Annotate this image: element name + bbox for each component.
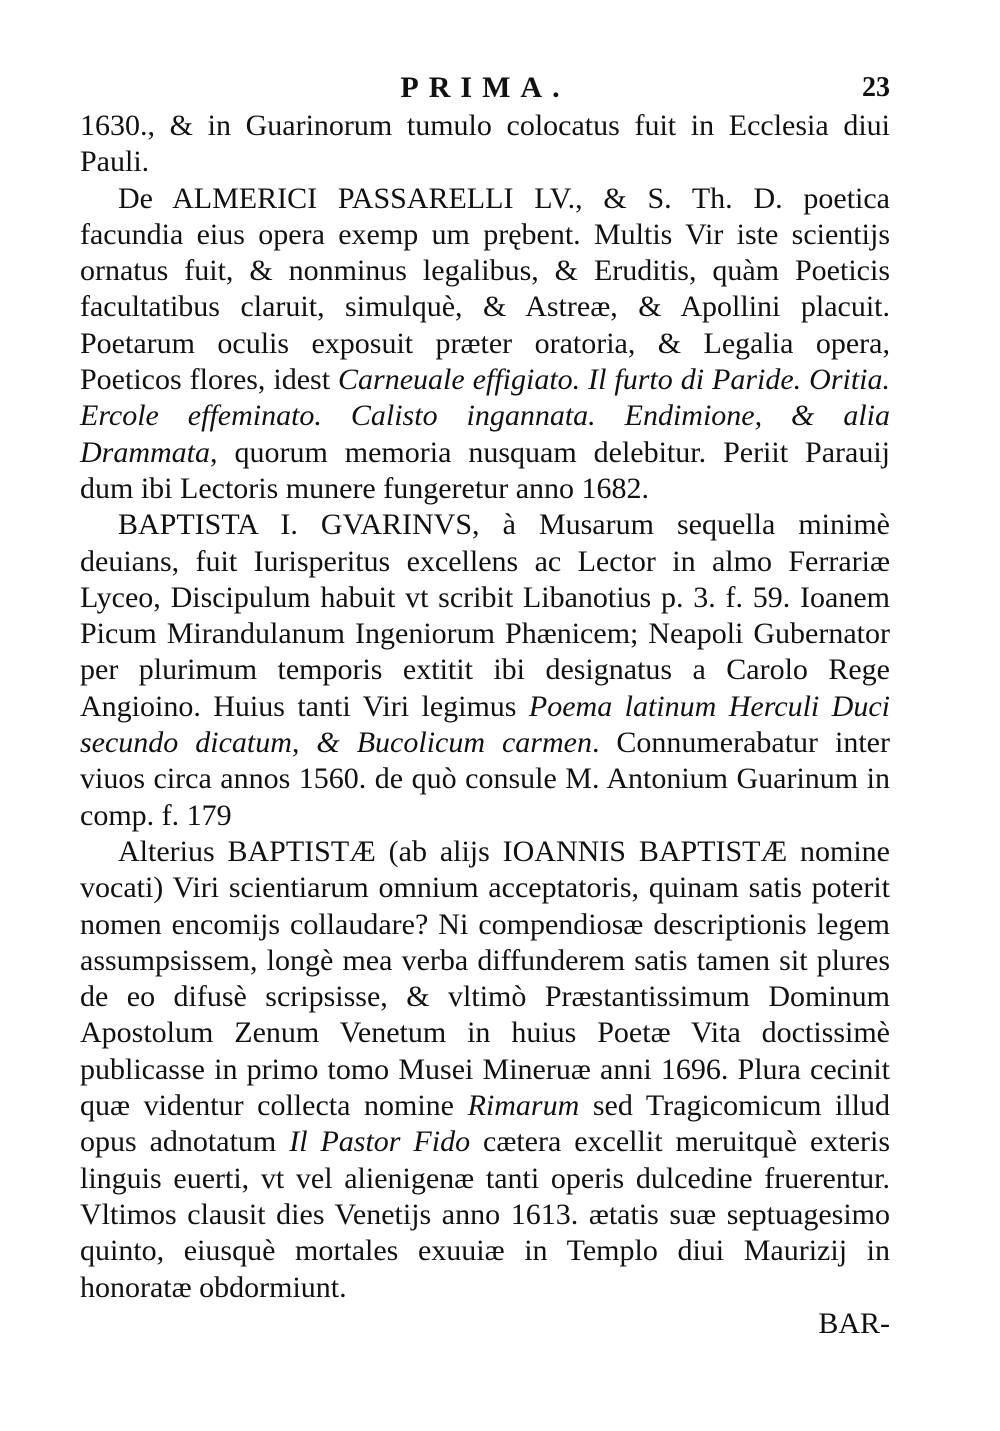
paragraph-baptista-guarinus xyxy=(80,507,890,834)
running-head: PRIMA. xyxy=(400,71,570,104)
italic-works-list: Poema latinum Herculi Duci secundo dicatum, & Bucolicum carmen xyxy=(80,689,890,760)
page-number: 23 xyxy=(862,72,890,103)
text-segment: sed Tragicomicum illud opus adnotatum xyxy=(80,1089,890,1159)
paragraph-alterius-baptistae xyxy=(80,834,890,1306)
catchword-row xyxy=(80,1306,890,1342)
italic-works-list: Carneuale effigiato. Il furto di Paride. Oritia. Ercole effeminato. Calisto ingannata. Endimione, & alia Drammata xyxy=(80,363,890,469)
text-segment: . Connumerabatur inter viuos circa annos 1560. de quò consule M. Antonium Guarinum in comp. f. 179 xyxy=(80,726,890,832)
text-segment: , quorum memoria nusquam delebitur. Periit Parauij dum ibi Lectoris munere fungeretur anno 1682. xyxy=(80,435,890,505)
paragraph-1 xyxy=(80,108,890,181)
text-segment: De ALMERICI PASSARELLI LV., & S. Th. D. poetica facundia eius opera exemp um prębent. Multis Vir iste scientijs ornatus fuit, & nonminus legalibus, & Eruditis, quàm Poeticis facultatibus claruit, simulquè, & Astreæ, & Apollini placuit. Poetarum oculis exposuit præter oratoria, & Legalia opera, Poeticos flores, idest xyxy=(80,181,890,397)
page-header xyxy=(80,68,890,108)
italic-title-pastor-fido: Il Pastor Fido xyxy=(289,1125,471,1159)
text-segment: BAPTISTA I. GVARINVS, à Musarum sequella minimè deuians, fuit Iurisperitus excellens ac Lector in almo Ferrariæ Lyceo, Discipulum habuit vt scribit Libanotius p. 3. f. 59. Ioanem Picum Mirandulanum Ingeniorum Phænicem; Neapoli Gubernator per plurimum temporis extitit ibi designatus a Carolo Rege Angioino. Huius tanti Viri legimus xyxy=(80,508,890,723)
text-segment: 1630., & in Guarinorum tumulo colocatus fuit in Ecclesia diui Pauli. xyxy=(80,109,890,179)
text-segment: Alterius BAPTISTÆ (ab alijs IOANNIS BAPTISTÆ nomine vocati) Viri scientiarum omnium acceptatoris, quinam satis poterit nomen encomijs collaudare? Ni compendiosæ descriptionis legem assumpsissem, longè mea verba diffunderem satis tamen sit plures de eo difusè scripsisse, & vltimò Præstantissimum Dominum Apostolum Zenum Venetum in huius Poetæ Vita doctissimè publicasse in primo tomo Musei Mineruæ anni 1696. Plura cecinit quæ videntur collecta nomine xyxy=(80,834,890,1123)
italic-title-rimarum: Rimarum xyxy=(467,1089,580,1123)
body-text xyxy=(80,108,890,1342)
catchword: BAR- xyxy=(818,1306,890,1340)
text-segment: cætera excellit meruitquè exteris linguis euerti, vt vel alienigenæ tanti operis dulcedine fruerentur. Vltimos clausit dies Venetijs anno 1613. ætatis suæ septuagesimo quinto, eiusquè mortales exuuiæ in Templo diui Maurizij in honoratæ obdormiunt. xyxy=(80,1125,890,1304)
paragraph-passarelli xyxy=(80,181,890,508)
